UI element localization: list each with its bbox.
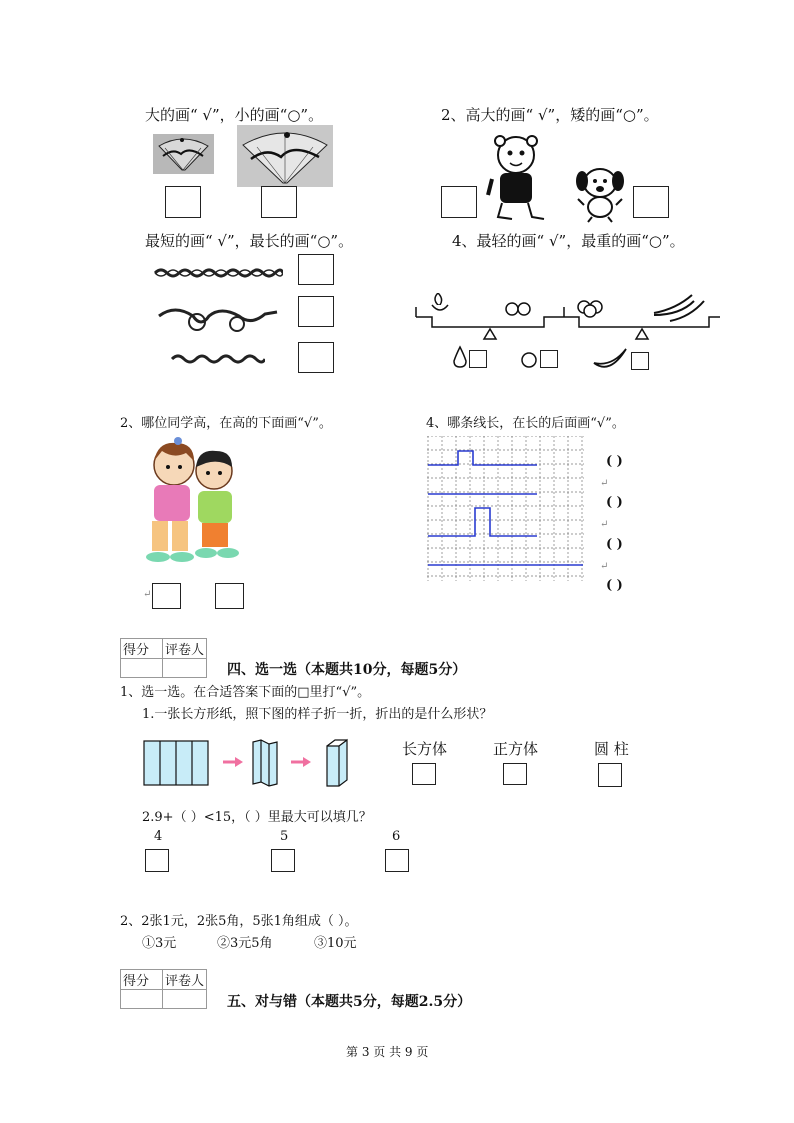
score-label: 得分 xyxy=(121,639,163,659)
return-mark: ↵ xyxy=(600,519,609,530)
rope-short-image xyxy=(170,350,265,362)
section4-q3: 2、2张1元，2张5角，5张1角组成（ ）。 xyxy=(120,914,358,929)
score-cell[interactable] xyxy=(121,990,163,1009)
tiger-image xyxy=(486,133,548,223)
grader-label: 评卷人 xyxy=(163,639,207,659)
page-number: 第 3 页 共 9 页 xyxy=(346,1045,429,1059)
line-grid xyxy=(427,436,584,581)
option-6-label: 6 xyxy=(392,829,401,844)
option-cuboid: 长方体 xyxy=(402,740,448,758)
option-5-label: 5 xyxy=(280,829,289,844)
answer-paren-line-1[interactable]: ( ) xyxy=(606,454,623,469)
answer-box-rope-1[interactable] xyxy=(298,254,334,285)
question-students: 2、哪位同学高，在高的下面画“√”。 xyxy=(120,416,332,431)
grader-label: 评卷人 xyxy=(163,970,207,990)
checkbox-option-4[interactable] xyxy=(145,849,169,872)
rope-medium-image xyxy=(153,264,283,276)
score-label: 得分 xyxy=(121,970,163,990)
return-mark: ↵ xyxy=(143,589,152,600)
section5-title: 五、对与错（本题共5分，每题2.5分） xyxy=(227,994,472,1010)
option-cube: 正方体 xyxy=(493,740,539,758)
grader-cell[interactable] xyxy=(163,990,207,1009)
banana-icon xyxy=(592,345,630,375)
rope-long-image xyxy=(155,302,280,334)
answer-box-fan-small[interactable] xyxy=(165,186,201,218)
option-10-yuan: ③10元 xyxy=(314,936,357,951)
grader-cell[interactable] xyxy=(163,659,207,678)
checkbox-option-5[interactable] xyxy=(271,849,295,872)
return-mark: ↵ xyxy=(600,478,609,489)
answer-box-rope-2[interactable] xyxy=(298,296,334,327)
dog-image xyxy=(574,165,626,223)
checkbox-cuboid[interactable] xyxy=(412,763,436,785)
answer-box-apple[interactable] xyxy=(540,350,558,368)
folding-paper-diagram xyxy=(143,738,355,788)
score-table-section5 xyxy=(120,969,207,1009)
large-fan-image xyxy=(237,125,333,187)
answer-box-banana[interactable] xyxy=(631,352,649,370)
option-cylinder: 圆 柱 xyxy=(594,740,629,758)
answer-box-student-1[interactable] xyxy=(152,583,181,609)
students-image xyxy=(136,435,251,565)
checkbox-cylinder[interactable] xyxy=(598,763,622,787)
checkbox-cube[interactable] xyxy=(503,763,527,785)
answer-paren-line-2[interactable]: ( ) xyxy=(606,495,623,510)
pear-icon xyxy=(450,345,470,369)
score-cell[interactable] xyxy=(121,659,163,678)
small-fan-image xyxy=(153,134,214,174)
section4-q2: 2.9+（ ）<15，（ ）里最大可以填几？ xyxy=(142,810,372,825)
option-3-yuan: ①3元 xyxy=(142,936,177,951)
question-weight: 4、最轻的画“ √”，最重的画“○”。 xyxy=(452,232,685,250)
answer-box-fan-large[interactable] xyxy=(261,186,297,218)
option-3-yuan-5-jiao: ②3元5角 xyxy=(217,936,273,951)
answer-box-tiger[interactable] xyxy=(441,186,477,218)
question-height: 2、高大的画“ √”，矮的画“○”。 xyxy=(441,106,659,124)
score-table-section4 xyxy=(120,638,207,678)
question-rope: 最短的画“ √”，最长的画“○”。 xyxy=(145,232,354,250)
answer-box-student-2[interactable] xyxy=(215,583,244,609)
answer-paren-line-3[interactable]: ( ) xyxy=(606,537,623,552)
return-mark: ↵ xyxy=(600,561,609,572)
answer-box-dog[interactable] xyxy=(633,186,669,218)
section4-q1: 1.一张长方形纸，照下图的样子折一折，折出的是什么形状？ xyxy=(142,707,493,722)
section4-title: 四、选一选（本题共10分，每题5分） xyxy=(227,662,467,678)
answer-paren-line-4[interactable]: ( ) xyxy=(606,578,623,593)
option-4-label: 4 xyxy=(154,829,163,844)
question-lines: 4、哪条线长，在长的后面画“√”。 xyxy=(426,416,625,431)
answer-box-pear[interactable] xyxy=(469,350,487,368)
balance-scales-image xyxy=(414,293,722,348)
question-fans: 大的画“ √”，小的画“○”。 xyxy=(145,106,324,124)
answer-box-rope-3[interactable] xyxy=(298,342,334,373)
section4-intro: 1、选一选。在合适答案下面的□里打“√”。 xyxy=(120,685,371,700)
checkbox-option-6[interactable] xyxy=(385,849,409,872)
apple-icon xyxy=(519,350,539,368)
